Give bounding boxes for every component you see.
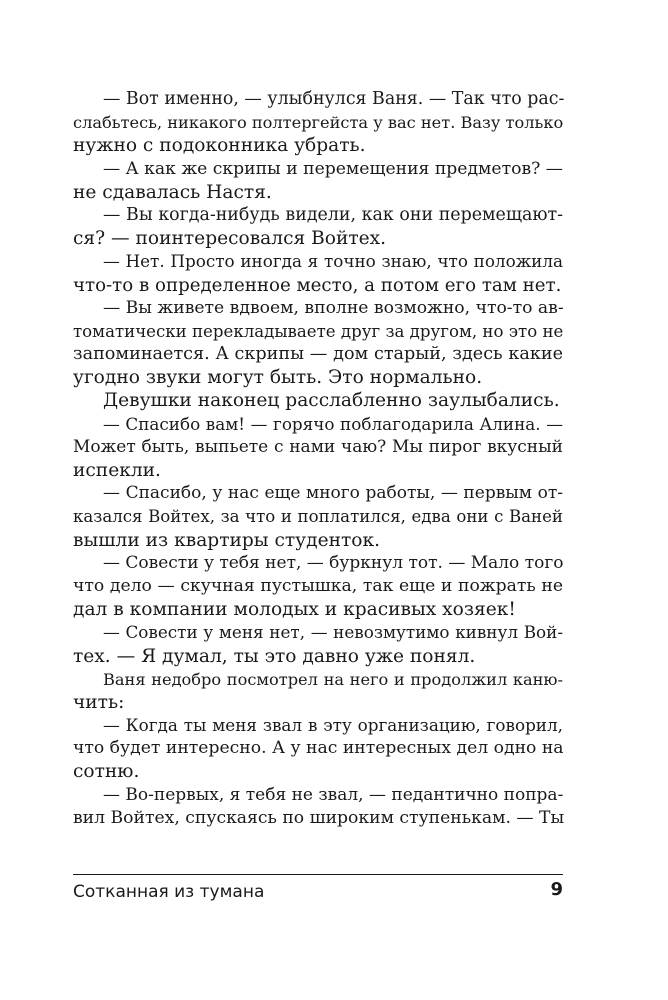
text-line: вышли из квартиры студенток. [73, 529, 380, 551]
text-line: — Спасибо, у нас еще много работы, — первым от- [103, 483, 563, 504]
text-line: сотню. [73, 761, 140, 783]
text-line: — Вы живете вдвоем, вполне возможно, что-то ав- [103, 297, 564, 318]
text-line: испекли. [73, 460, 161, 481]
text-line: — Совести у меня нет, — невозмутимо кивнул Вой- [103, 622, 563, 643]
text-line: — Когда ты меня звал в эту организацию, говорил, [103, 715, 563, 736]
text-line: Ваня недобро посмотрел на него и продолжил каню- [103, 669, 563, 689]
text-line: казался Войтех, за что и поплатился, едва они с Ваней [73, 507, 563, 527]
text-line: — Вы когда-нибудь видели, как они перемещают- [103, 204, 563, 225]
text-line: дал в компании молодых и красивых хозяек! [73, 599, 516, 621]
text-line: что-то в определенное место, а потом его там нет. [73, 274, 562, 296]
text-line: тех. — Я думал, ты это давно уже понял. [73, 645, 476, 667]
text-line: томатически перекладываете друг за другом, но это не [73, 321, 564, 341]
text-line: — Совести у тебя нет, — буркнул тот. — Мало того [103, 552, 564, 573]
text-line: не сдавалась Настя. [73, 181, 272, 203]
text-line: нужно с подоконника убрать. [73, 135, 366, 157]
text-line: — Во-первых, я тебя не звал, — педантично попра- [103, 784, 564, 805]
footer-divider [73, 874, 563, 875]
text-line: — Вот именно, — улыбнулся Ваня. — Так что рас- [103, 89, 565, 109]
text-line: слабьтесь, никакого полтергейста у вас нет. Вазу только [73, 113, 564, 133]
text-line: ся? — поинтересовался Войтех. [73, 228, 387, 250]
body-text [73, 88, 563, 830]
text-line: что будет интересно. А у нас интересных дел одно на [73, 738, 564, 759]
running-footer-title: Сотканная из тумана [73, 882, 265, 902]
text-line: что дело — скучная пустышка, так еще и пожрать не [73, 575, 563, 596]
text-line: вил Войтех, спускаясь по широким ступенькам. — Ты [73, 807, 565, 828]
text-line: чить: [73, 691, 125, 713]
text-line: — Нет. Просто иногда я точно знаю, что положила [103, 251, 563, 272]
text-line: Может быть, выпьете с нами чаю? Мы пирог вкусный [73, 436, 563, 457]
page-number: 9 [550, 879, 563, 900]
text-line: Девушки наконец расслабленно заулыбались. [103, 390, 560, 412]
text-line: угодно звуки могут быть. Это нормально. [73, 367, 483, 389]
text-line: запоминается. А скрипы — дом старый, здесь какие [73, 344, 563, 365]
text-line: — А как же скрипы и перемещения предметов? — [103, 158, 563, 179]
text-line: — Спасибо вам! — горячо поблагодарила Алина. — [103, 413, 563, 434]
